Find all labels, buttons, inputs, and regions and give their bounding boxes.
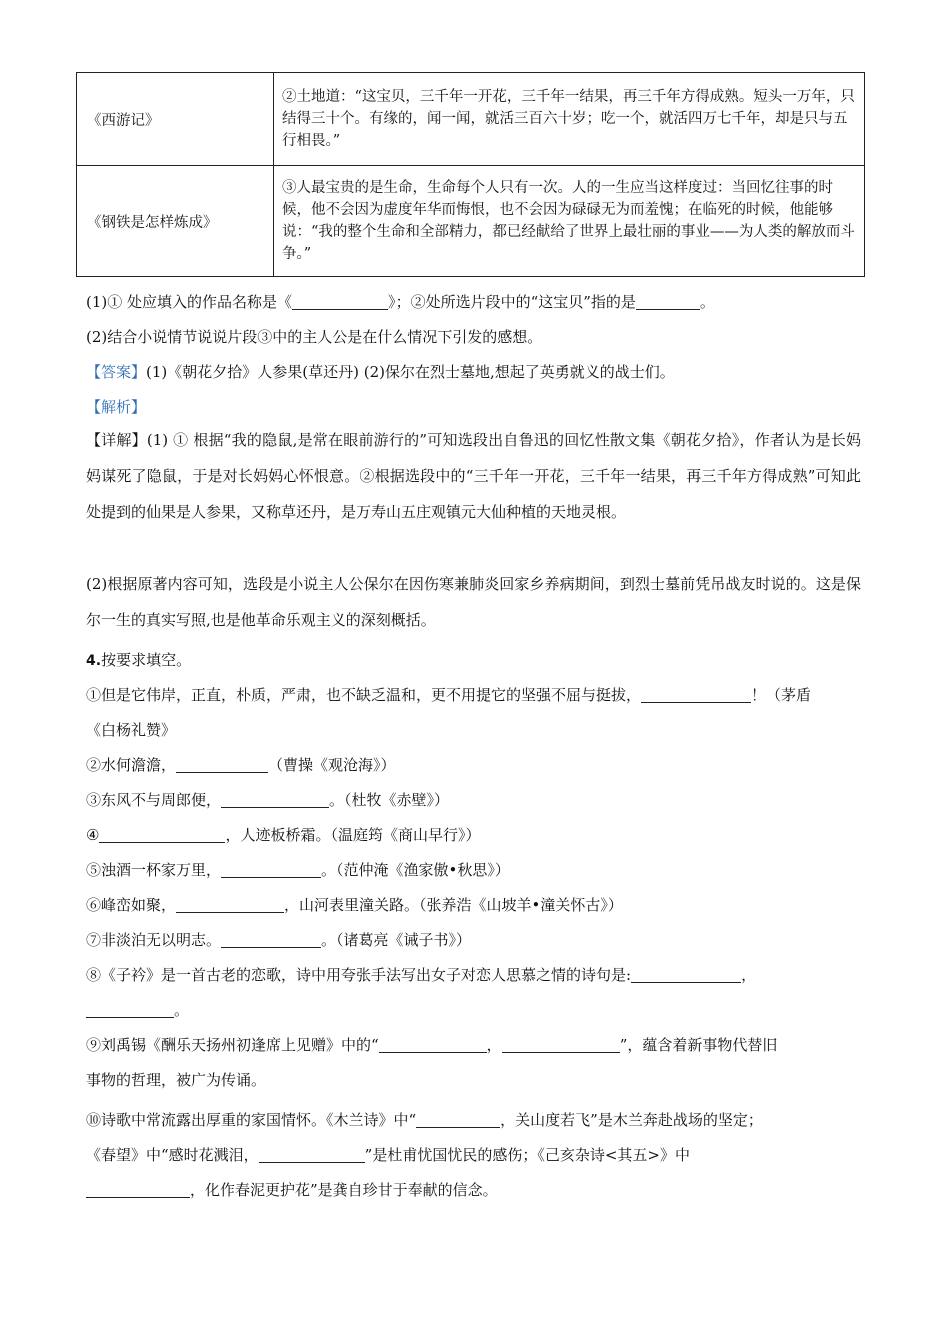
answer-text: (1)《朝花夕拾》人参果(草还丹) (2)保尔在烈士墓地,想起了英勇就义的战士们。 <box>146 363 675 381</box>
fill-item-10: ⑩诗歌中常流露出厚重的家国情怀。《木兰诗》中“ ，关山度若飞”是木兰奔赴战场的坚定； <box>86 1111 763 1129</box>
answer-line <box>86 362 861 382</box>
answer-blank[interactable] <box>379 1036 487 1053</box>
work-title-cell: 《西游记》 <box>77 73 274 166</box>
question-4-heading: 4.按要求填空。 <box>86 651 192 669</box>
fill-item-3: ③东风不与周郎便， 。（杜牧《赤壁》） <box>86 791 450 809</box>
table-row <box>77 73 865 166</box>
fill-item-8: ⑧《子衿》是一首古老的恋歌，诗中用夸张手法写出女子对恋人思慕之情的诗句是: ， <box>86 966 757 984</box>
fill-item-1: ①但是它伟岸，正直，朴质，严肃，也不缺乏温和，更不用提它的坚强不屈与挺拔， ！（茅盾 <box>86 686 812 704</box>
fill-item-10-line-2: 《春望》中“感时花溅泪， ”是杜甫忧国忧民的感伤；《己亥杂诗<其五>》中 <box>86 1146 690 1164</box>
answer-blank[interactable] <box>636 293 700 310</box>
work-title-cell: 《钢铁是怎样炼成》 <box>77 166 274 277</box>
table-row <box>77 166 865 277</box>
answer-tag: 【答案】 <box>86 363 147 381</box>
fill-item-9-continued: 事物的哲理，被广为传诵。 <box>86 1071 267 1089</box>
quote-cell: ③人最宝贵的是生命，生命每个人只有一次。人的一生应当这样度过：当回忆往事的时候，他不会因为虚度年华而悔恨，也不会因为碌碌无为而羞愧；在临死的时候，他能够说：“我的整个生命和全部精力，都已经献给了世界上最壮丽的事业——为人类的解放而斗争。” <box>274 166 865 277</box>
fill-item-6: ⑥峰峦如聚， ，山河表里潼关路。（张养浩《山坡羊•潼关怀古》） <box>86 896 623 914</box>
answer-blank[interactable] <box>292 293 388 310</box>
answer-blank[interactable] <box>631 966 741 983</box>
answer-blank[interactable] <box>502 1036 620 1053</box>
fill-item-5: ⑤浊酒一杯家万里， 。（范仲淹《渔家傲•秋思》） <box>86 861 510 879</box>
answer-blank[interactable] <box>416 1111 500 1128</box>
question-1: (1)① 处应填入的作品名称是《 》；②处所选片段中的“这宝贝”指的是 。 <box>86 293 715 311</box>
answer-blank[interactable] <box>221 791 329 808</box>
answer-blank[interactable] <box>176 896 284 913</box>
fill-item-2: ②水何澹澹， （曹操《观沧海》） <box>86 756 396 774</box>
answer-blank[interactable] <box>86 1001 174 1018</box>
fill-item-9: ⑨刘禹锡《酬乐天扬州初逢席上见赠》中的“ ， ”，蕴含着新事物代替旧 <box>86 1036 778 1054</box>
works-table <box>76 72 865 277</box>
detail-paragraph-2: (2)根据原著内容可知，选段是小说主人公保尔在因伤寒兼肺炎回家乡养病期间，到烈士墓前凭吊战友时说的。这是保尔一生的真实写照,也是他革命乐观主义的深刻概括。 <box>86 575 861 629</box>
answer-blank[interactable] <box>221 861 321 878</box>
fill-item-4: ④ ，人迹板桥霜。（温庭筠《商山早行》） <box>86 826 481 844</box>
fill-item-8-continued: 。 <box>86 1000 861 1020</box>
answer-blank[interactable] <box>99 826 225 843</box>
question-2: (2)结合小说情节说说片段③中的主人公是在什么情况下引发的感想。 <box>86 328 543 346</box>
answer-blank[interactable] <box>641 686 751 703</box>
fill-item-1-source: 《白杨礼赞》 <box>86 721 177 739</box>
answer-blank[interactable] <box>86 1181 190 1198</box>
analysis-tag: 【解析】 <box>86 398 147 416</box>
fill-item-10-line-3: ，化作春泥更护花”是龚自珍甘于奉献的信念。 <box>86 1180 861 1200</box>
detail-paragraph-1: 【详解】(1) ① 根据“我的隐鼠,是常在眼前游行的”可知选段出自鲁迅的回忆性散文集《朝花夕拾》，作者认为是长妈妈谋死了隐鼠，于是对长妈妈心怀恨意。②根据选段中的“三千年一开花，三千年一结果，再三千年方得成熟”可知此处提到的仙果是人参果，又称草还丹，是万寿山五庄观镇元大仙种植的天地灵根。 <box>86 431 861 521</box>
answer-blank[interactable] <box>221 931 321 948</box>
answer-blank[interactable] <box>176 756 268 773</box>
fill-item-7: ⑦非淡泊无以明志。 。（诸葛亮《诫子书》） <box>86 931 472 949</box>
quote-cell: ②土地道：“这宝贝，三千年一开花，三千年一结果，再三千年方得成熟。短头一万年，只结得三十个。有缘的，闻一闻，就活三百六十岁；吃一个，就活四万七千年，却是只与五行相畏。” <box>274 73 865 166</box>
answer-blank[interactable] <box>259 1146 365 1163</box>
